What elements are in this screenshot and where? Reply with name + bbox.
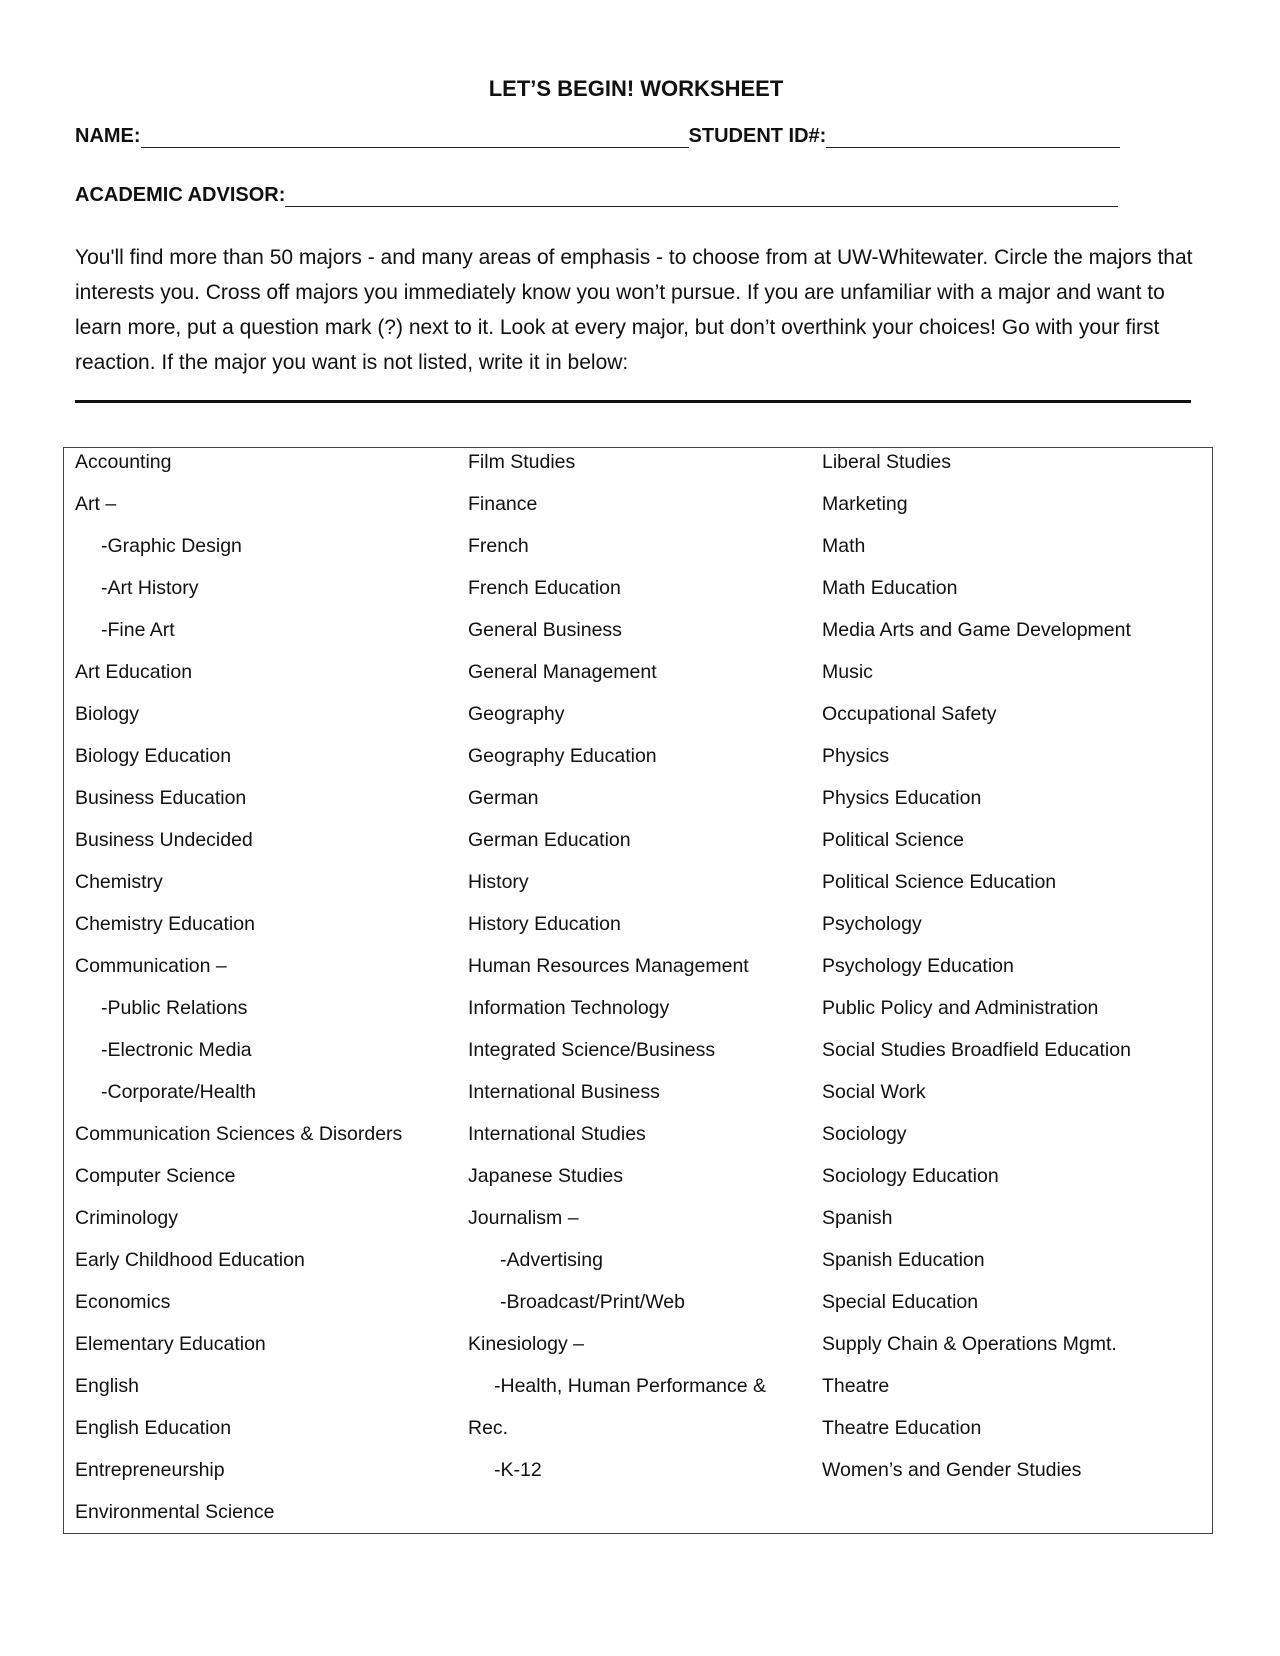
major-item: Early Childhood Education (75, 1249, 305, 1271)
major-item: Spanish Education (822, 1249, 985, 1271)
major-item: Math Education (822, 577, 958, 599)
advisor-field[interactable] (285, 186, 1118, 207)
major-item: Spanish (822, 1207, 893, 1229)
major-item: Computer Science (75, 1165, 236, 1187)
major-item: Japanese Studies (468, 1165, 624, 1187)
major-item: Business Education (75, 787, 247, 809)
major-item: -Public Relations (101, 997, 248, 1019)
major-item: Political Science Education (822, 871, 1057, 893)
major-item: Art – (75, 493, 117, 515)
major-item: Geography (468, 703, 565, 725)
major-item: Elementary Education (75, 1333, 266, 1355)
major-item: Special Education (822, 1291, 979, 1313)
major-item: -Broadcast/Print/Web (500, 1291, 685, 1313)
major-item: Integrated Science/Business (468, 1039, 716, 1061)
major-item: Art Education (75, 661, 193, 683)
major-item: Film Studies (468, 451, 576, 473)
major-item: Communication Sciences & Disorders (75, 1123, 403, 1145)
write-in-line[interactable] (75, 400, 1191, 403)
major-item: Economics (75, 1291, 171, 1313)
major-item: Human Resources Management (468, 955, 749, 977)
major-item: Public Policy and Administration (822, 997, 1099, 1019)
major-item: -Corporate/Health (101, 1081, 256, 1103)
major-item: German (468, 787, 539, 809)
major-item: Social Work (822, 1081, 926, 1103)
major-item: Geography Education (468, 745, 657, 767)
major-item: Political Science (822, 829, 964, 851)
major-item: Chemistry (75, 871, 163, 893)
major-item: History Education (468, 913, 621, 935)
major-item: Finance (468, 493, 538, 515)
advisor-row (75, 184, 1118, 207)
majors-column-3 (822, 441, 1131, 1491)
major-item: Environmental Science (75, 1501, 275, 1523)
majors-table (63, 447, 1213, 1534)
major-item: German Education (468, 829, 631, 851)
major-item: Accounting (75, 451, 172, 473)
major-item: -Art History (101, 577, 199, 599)
major-item: Physics (822, 745, 890, 767)
worksheet-title: LET’S BEGIN! WORKSHEET (488, 76, 784, 101)
major-item: Math (822, 535, 866, 557)
major-item: Sociology Education (822, 1165, 999, 1187)
major-item: Psychology Education (822, 955, 1014, 977)
major-item: Social Studies Broadfield Education (822, 1039, 1131, 1061)
major-item: History (468, 871, 529, 893)
major-item: Journalism – (468, 1207, 579, 1229)
major-item: -Advertising (500, 1249, 603, 1271)
major-item: International Business (468, 1081, 660, 1103)
major-item: Rec. (468, 1417, 509, 1439)
major-item: Biology Education (75, 745, 232, 767)
major-item: Biology (75, 703, 139, 725)
major-item: Women’s and Gender Studies (822, 1459, 1082, 1481)
major-item: Marketing (822, 493, 908, 515)
majors-column-1 (75, 441, 402, 1533)
major-item: Theatre Education (822, 1417, 982, 1439)
name-field[interactable] (141, 127, 689, 148)
major-item: English (75, 1375, 139, 1397)
majors-column-2 (468, 441, 766, 1491)
major-item: Occupational Safety (822, 703, 997, 725)
major-item: Business Undecided (75, 829, 253, 851)
major-item: Theatre (822, 1375, 890, 1397)
major-item: Chemistry Education (75, 913, 255, 935)
major-item: English Education (75, 1417, 232, 1439)
student-id-field[interactable] (826, 127, 1120, 148)
major-item: Media Arts and Game Development (822, 619, 1131, 641)
major-item: Information Technology (468, 997, 670, 1019)
major-item: Communication – (75, 955, 227, 977)
major-item: Physics Education (822, 787, 982, 809)
name-label: NAME: (75, 125, 141, 147)
major-item: Criminology (75, 1207, 178, 1229)
major-item: Entrepreneurship (75, 1459, 225, 1481)
student-id-label: STUDENT ID#: (688, 125, 827, 147)
instructions: You'll find more than 50 majors - and many areas of emphasis - to choose from at UW-Whitewater. Circle the majors that interests you. Cross off majors you immediately know you won’t pursue. If you are unfamiliar with a major and want to learn more, put a question mark (?) next to it. Look at every major, but don’t overthink your choices! Go with your first reaction. If the major you want is not listed, write it in below: (75, 246, 1193, 374)
major-item: -Health, Human Performance & (494, 1375, 767, 1397)
major-item: Psychology (822, 913, 922, 935)
major-item: -Fine Art (101, 619, 175, 641)
major-item: General Business (468, 619, 622, 641)
major-item: Kinesiology – (468, 1333, 584, 1355)
major-item: -Graphic Design (101, 535, 242, 557)
major-item: French Education (468, 577, 621, 599)
major-item: -Electronic Media (101, 1039, 252, 1061)
major-item: General Management (468, 661, 657, 683)
major-item: French (468, 535, 529, 557)
major-item: International Studies (468, 1123, 646, 1145)
major-item: -K-12 (494, 1459, 542, 1481)
name-id-row (75, 125, 1120, 148)
major-item: Supply Chain & Operations Mgmt. (822, 1333, 1117, 1355)
advisor-label: ACADEMIC ADVISOR: (75, 184, 286, 206)
major-item: Music (822, 661, 873, 683)
major-item: Liberal Studies (822, 451, 951, 473)
major-item: Sociology (822, 1123, 907, 1145)
